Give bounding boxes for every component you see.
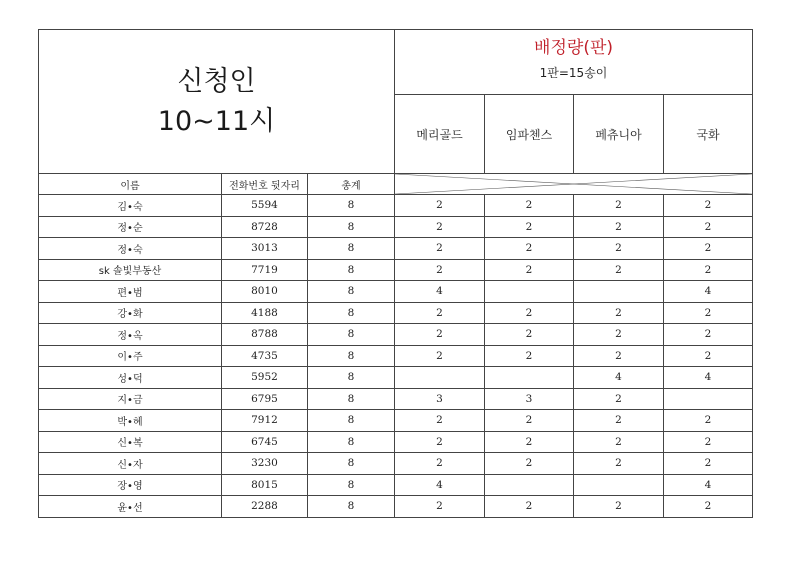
table-row xyxy=(39,345,753,367)
applicant-name: 지•금 xyxy=(39,388,222,410)
alloc-chrysanthemum: 2 xyxy=(664,496,753,518)
allocation-table xyxy=(38,29,753,518)
column-header-name: 이름 xyxy=(39,174,222,195)
total-count: 8 xyxy=(308,453,395,475)
applicant-name: 강•화 xyxy=(39,302,222,324)
table-row xyxy=(39,259,753,281)
alloc-impatiens: 2 xyxy=(485,302,574,324)
alloc-impatiens: 2 xyxy=(485,238,574,260)
table-row xyxy=(39,367,753,389)
title-applicant: 신청인 xyxy=(177,65,256,97)
alloc-chrysanthemum: 2 xyxy=(664,238,753,260)
alloc-petunia: 2 xyxy=(574,324,664,346)
flower-header-petunia: 페츄니아 xyxy=(574,95,664,174)
applicant-name: 편•범 xyxy=(39,281,222,303)
allocation-header xyxy=(395,30,753,95)
alloc-marigold: 2 xyxy=(395,259,485,281)
applicant-name: 신•자 xyxy=(39,453,222,475)
total-count: 8 xyxy=(308,345,395,367)
alloc-chrysanthemum: 4 xyxy=(664,474,753,496)
applicant-name: sk 솔빛부동산 xyxy=(39,259,222,281)
table-row xyxy=(39,431,753,453)
phone-last-digits: 3013 xyxy=(222,238,308,260)
total-count: 8 xyxy=(308,496,395,518)
sheet-title xyxy=(39,30,395,174)
flower-header-marigold: 메리골드 xyxy=(395,95,485,174)
total-count: 8 xyxy=(308,324,395,346)
phone-last-digits: 6795 xyxy=(222,388,308,410)
total-count: 8 xyxy=(308,259,395,281)
applicant-name: 윤•선 xyxy=(39,496,222,518)
total-count: 8 xyxy=(308,431,395,453)
alloc-petunia: 2 xyxy=(574,302,664,324)
applicant-name: 박•혜 xyxy=(39,410,222,432)
total-count: 8 xyxy=(308,238,395,260)
table-row xyxy=(39,474,753,496)
allocation-title: 배정량(판) xyxy=(534,38,613,58)
applicant-name: 성•덕 xyxy=(39,367,222,389)
flower-header-impatiens: 임파첸스 xyxy=(485,95,574,174)
total-count: 8 xyxy=(308,281,395,303)
allocation-unit-note: 1판=15송이 xyxy=(539,66,608,80)
applicant-name: 신•복 xyxy=(39,431,222,453)
phone-last-digits: 2288 xyxy=(222,496,308,518)
alloc-chrysanthemum: 2 xyxy=(664,216,753,238)
alloc-petunia: 2 xyxy=(574,431,664,453)
applicant-name: 장•영 xyxy=(39,474,222,496)
phone-last-digits: 4735 xyxy=(222,345,308,367)
total-count: 8 xyxy=(308,474,395,496)
alloc-chrysanthemum: 2 xyxy=(664,324,753,346)
phone-last-digits: 3230 xyxy=(222,453,308,475)
alloc-chrysanthemum: 2 xyxy=(664,410,753,432)
alloc-impatiens: 2 xyxy=(485,496,574,518)
phone-last-digits: 5594 xyxy=(222,195,308,217)
alloc-marigold: 2 xyxy=(395,216,485,238)
alloc-marigold: 2 xyxy=(395,195,485,217)
alloc-petunia: 2 xyxy=(574,238,664,260)
alloc-marigold: 3 xyxy=(395,388,485,410)
alloc-chrysanthemum: 2 xyxy=(664,345,753,367)
alloc-impatiens xyxy=(485,474,574,496)
total-count: 8 xyxy=(308,388,395,410)
alloc-marigold: 4 xyxy=(395,474,485,496)
alloc-petunia: 2 xyxy=(574,259,664,281)
phone-last-digits: 7719 xyxy=(222,259,308,281)
alloc-impatiens: 2 xyxy=(485,410,574,432)
phone-last-digits: 4188 xyxy=(222,302,308,324)
alloc-chrysanthemum: 4 xyxy=(664,281,753,303)
total-count: 8 xyxy=(308,410,395,432)
table-row xyxy=(39,453,753,475)
phone-last-digits: 6745 xyxy=(222,431,308,453)
phone-last-digits: 8728 xyxy=(222,216,308,238)
alloc-petunia: 2 xyxy=(574,216,664,238)
alloc-petunia: 2 xyxy=(574,345,664,367)
column-header-total: 총계 xyxy=(308,174,395,195)
alloc-marigold: 2 xyxy=(395,324,485,346)
alloc-petunia xyxy=(574,281,664,303)
alloc-petunia: 4 xyxy=(574,367,664,389)
alloc-marigold: 2 xyxy=(395,431,485,453)
alloc-petunia xyxy=(574,474,664,496)
crossed-out-cell xyxy=(395,174,753,195)
alloc-chrysanthemum: 2 xyxy=(664,195,753,217)
phone-last-digits: 8010 xyxy=(222,281,308,303)
table-row xyxy=(39,238,753,260)
phone-last-digits: 7912 xyxy=(222,410,308,432)
alloc-impatiens: 2 xyxy=(485,345,574,367)
alloc-impatiens: 2 xyxy=(485,195,574,217)
table-row xyxy=(39,216,753,238)
applicant-name: 정•순 xyxy=(39,216,222,238)
alloc-marigold: 2 xyxy=(395,496,485,518)
alloc-chrysanthemum: 2 xyxy=(664,453,753,475)
cross-lines-icon xyxy=(395,174,752,194)
alloc-marigold: 2 xyxy=(395,302,485,324)
total-count: 8 xyxy=(308,367,395,389)
table-row xyxy=(39,302,753,324)
alloc-chrysanthemum: 2 xyxy=(664,302,753,324)
alloc-impatiens xyxy=(485,367,574,389)
phone-last-digits: 8788 xyxy=(222,324,308,346)
alloc-impatiens: 2 xyxy=(485,324,574,346)
title-time-slot: 10~11시 xyxy=(157,105,276,137)
alloc-marigold: 4 xyxy=(395,281,485,303)
table-row xyxy=(39,410,753,432)
alloc-marigold: 2 xyxy=(395,345,485,367)
allocation-sheet xyxy=(38,29,752,517)
table-row xyxy=(39,388,753,410)
table-row xyxy=(39,324,753,346)
alloc-marigold xyxy=(395,367,485,389)
alloc-chrysanthemum: 4 xyxy=(664,367,753,389)
table-row xyxy=(39,195,753,217)
alloc-impatiens: 2 xyxy=(485,453,574,475)
alloc-chrysanthemum: 2 xyxy=(664,431,753,453)
alloc-petunia: 2 xyxy=(574,453,664,475)
total-count: 8 xyxy=(308,195,395,217)
phone-last-digits: 5952 xyxy=(222,367,308,389)
alloc-impatiens: 3 xyxy=(485,388,574,410)
alloc-chrysanthemum xyxy=(664,388,753,410)
applicant-name: 김•숙 xyxy=(39,195,222,217)
alloc-impatiens: 2 xyxy=(485,259,574,281)
alloc-petunia: 2 xyxy=(574,410,664,432)
alloc-petunia: 2 xyxy=(574,195,664,217)
applicant-name: 이•주 xyxy=(39,345,222,367)
alloc-impatiens xyxy=(485,281,574,303)
table-row xyxy=(39,496,753,518)
alloc-chrysanthemum: 2 xyxy=(664,259,753,281)
total-count: 8 xyxy=(308,302,395,324)
applicant-name: 정•숙 xyxy=(39,238,222,260)
alloc-marigold: 2 xyxy=(395,410,485,432)
flower-header-chrysanthemum: 국화 xyxy=(664,95,753,174)
alloc-marigold: 2 xyxy=(395,238,485,260)
alloc-petunia: 2 xyxy=(574,388,664,410)
alloc-petunia: 2 xyxy=(574,496,664,518)
alloc-marigold: 2 xyxy=(395,453,485,475)
table-row xyxy=(39,281,753,303)
phone-last-digits: 8015 xyxy=(222,474,308,496)
total-count: 8 xyxy=(308,216,395,238)
applicant-name: 정•옥 xyxy=(39,324,222,346)
alloc-impatiens: 2 xyxy=(485,216,574,238)
column-header-phone: 전화번호 뒷자리 xyxy=(222,174,308,195)
alloc-impatiens: 2 xyxy=(485,431,574,453)
